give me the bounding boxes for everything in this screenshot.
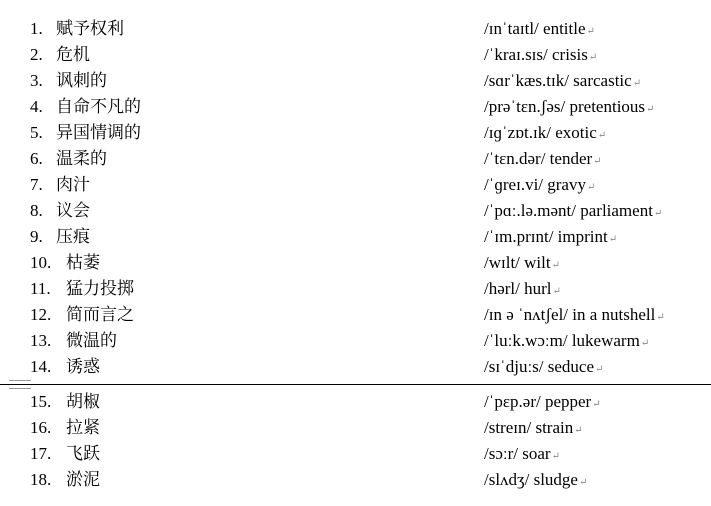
english-term: [484, 303, 665, 330]
pronunciation-word: /slʌdʒ/ sludge: [484, 470, 578, 489]
paragraph-mark-icon: ↵: [588, 52, 598, 63]
paragraph-mark-icon: ↵: [656, 312, 665, 323]
paragraph-mark-icon: ↵: [593, 156, 602, 167]
paragraph-mark-icon: ↵: [595, 364, 604, 375]
chinese-term: 肉汁: [56, 175, 90, 195]
english-term: [484, 121, 606, 148]
pronunciation-word: /streɪn/ strain: [484, 418, 574, 437]
paragraph-mark-icon: ↵: [592, 399, 601, 410]
pronunciation-word: /ɪnˈtaɪtl/ entitle: [484, 19, 586, 38]
paragraph-mark-icon: ↵: [552, 286, 561, 297]
item-number: 15.: [30, 392, 52, 411]
list-item: [0, 442, 711, 466]
list-item: [0, 17, 711, 41]
chinese-term: 议会: [56, 201, 90, 221]
english-term: [484, 277, 561, 304]
paragraph-mark-icon: ↵: [646, 104, 655, 115]
english-term: [484, 147, 602, 174]
chinese-term: 枯萎: [66, 253, 100, 273]
paragraph-mark-icon: ↵: [586, 26, 595, 37]
chinese-term: 讽刺的: [56, 71, 107, 91]
chinese-term: 诱惑: [66, 357, 100, 377]
english-term: [484, 17, 595, 44]
list-item: [0, 199, 711, 223]
item-number: 1.: [30, 19, 43, 38]
list-item: [0, 43, 711, 67]
english-term: [484, 173, 595, 200]
paragraph-mark-icon: ↵: [551, 260, 560, 271]
item-number: 12.: [30, 305, 52, 324]
item-number: 18.: [30, 470, 52, 489]
list-item: [0, 147, 711, 171]
list-item: [0, 95, 711, 119]
list-item: [0, 69, 711, 93]
chinese-term: 微温的: [66, 331, 117, 351]
chinese-term: 拉紧: [66, 418, 100, 438]
item-number: 6.: [30, 149, 43, 168]
chinese-term: 胡椒: [66, 392, 100, 412]
english-term: [484, 390, 601, 417]
chinese-term: 猛力投掷: [66, 279, 134, 299]
english-term: [484, 199, 662, 226]
english-term: [484, 416, 583, 443]
paragraph-mark-icon: ↵: [574, 425, 583, 436]
item-number: 5.: [30, 123, 43, 142]
english-term: [484, 251, 560, 278]
english-term: [484, 225, 617, 252]
chinese-term: 飞跃: [66, 444, 100, 464]
pronunciation-word: /ˈɪm.prɪnt/ imprint: [484, 227, 608, 246]
chinese-term: 简而言之: [66, 305, 134, 325]
list-item: [0, 416, 711, 440]
chinese-term: 自命不凡的: [56, 97, 141, 117]
chinese-term: 温柔的: [56, 149, 107, 169]
pronunciation-word: /ˈɡreɪ.vi/ gravy: [484, 175, 586, 194]
item-number: 11.: [30, 279, 51, 298]
list-item: [0, 355, 711, 379]
item-number: 4.: [30, 97, 43, 116]
english-term: [484, 329, 649, 356]
paragraph-mark-icon: ↵: [653, 208, 663, 219]
list-item: [0, 390, 711, 414]
paragraph-mark-icon: ↵: [608, 234, 618, 245]
paragraph-mark-icon: ↵: [551, 451, 560, 462]
item-number: 2.: [30, 45, 43, 64]
english-term: [484, 442, 560, 469]
list-item: [0, 277, 711, 301]
paragraph-mark-icon: ↵: [578, 477, 588, 488]
item-number: 14.: [30, 357, 52, 376]
paragraph-mark-icon: ↵: [586, 182, 596, 193]
list-item: [0, 251, 711, 275]
list-item: [0, 468, 711, 492]
item-number: 7.: [30, 175, 43, 194]
item-number: 3.: [30, 71, 43, 90]
pronunciation-word: /ɪn ə ˈnʌtʃel/ in a nutshell: [484, 305, 656, 324]
english-term: [484, 95, 654, 122]
list-item: [0, 329, 711, 353]
pronunciation-word: /ɪɡˈzɒt.ɪk/ exotic: [484, 123, 597, 142]
pronunciation-word: /hərl/ hurl: [484, 279, 552, 298]
pronunciation-word: /sɪˈdjuːs/ seduce: [484, 357, 595, 376]
pronunciation-word: /sɑrˈkæs.tɪk/ sarcastic: [484, 71, 632, 90]
english-term: [484, 468, 587, 495]
list-item: [0, 303, 711, 327]
chinese-term: 异国情调的: [56, 123, 141, 143]
english-term: [484, 69, 641, 96]
paragraph-mark-icon: ↵: [640, 338, 650, 349]
list-item: [0, 121, 711, 145]
item-number: 9.: [30, 227, 43, 246]
chinese-term: 压痕: [56, 227, 90, 247]
pronunciation-word: /prəˈtɛn.ʃəs/ pretentious: [484, 97, 646, 116]
horizontal-divider: [0, 384, 711, 385]
item-number: 10.: [30, 253, 52, 272]
item-number: 8.: [30, 201, 43, 220]
pronunciation-word: /ˈtɛn.dər/ tender: [484, 149, 593, 168]
pronunciation-word: /ˈpɑː.lə.mənt/ parliament: [484, 201, 653, 220]
chinese-term: 赋予权利: [56, 19, 124, 39]
pronunciation-word: /ˈpɛp.ər/ pepper: [484, 392, 592, 411]
item-number: 17.: [30, 444, 52, 463]
english-term: [484, 355, 603, 382]
item-number: 16.: [30, 418, 52, 437]
english-term: [484, 43, 597, 70]
pronunciation-word: /ˈluːk.wɔːm/ lukewarm: [484, 331, 640, 350]
chinese-term: 淤泥: [66, 470, 100, 490]
pronunciation-word: /wɪlt/ wilt: [484, 253, 551, 272]
list-item: [0, 173, 711, 197]
paragraph-mark-icon: ↵: [632, 78, 642, 89]
paragraph-mark-icon: ↵: [597, 130, 607, 141]
pronunciation-word: /ˈkraɪ.sɪs/ crisis: [484, 45, 588, 64]
item-number: 13.: [30, 331, 52, 350]
chinese-term: 危机: [56, 45, 90, 65]
list-item: [0, 225, 711, 249]
pronunciation-word: /sɔːr/ soar: [484, 444, 551, 463]
